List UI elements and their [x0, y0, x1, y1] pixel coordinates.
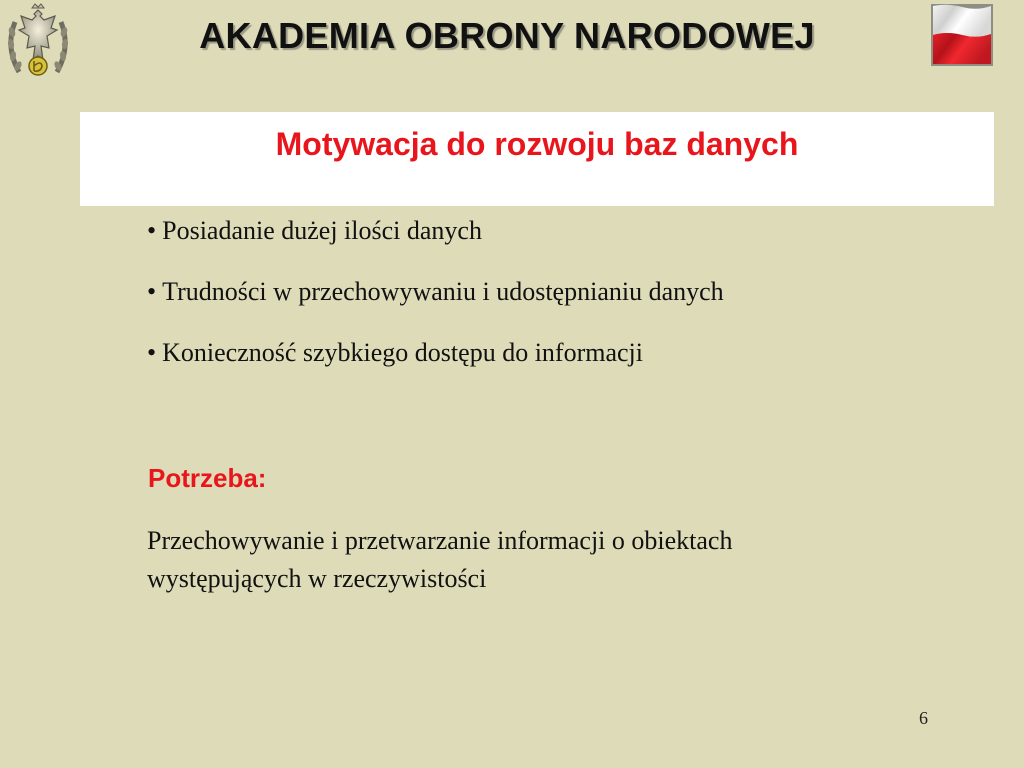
bullet-item: • Konieczność szybkiego dostępu do informacji: [147, 338, 643, 367]
need-text: Przechowywanie i przetwarzanie informacji o obiektach występujących w rzeczywistości: [147, 526, 733, 593]
bullet-text: Trudności w przechowywaniu i udostępnianiu danych: [162, 277, 724, 306]
bullet-item: • Trudności w przechowywaniu i udostępnianiu danych: [147, 277, 724, 306]
bullet-item: • Posiadanie dużej ilości danych: [147, 216, 482, 245]
page-number: 6: [919, 708, 928, 728]
header-title: AKADEMIA OBRONY NARODOWEJ: [199, 15, 815, 56]
need-label: Potrzeba:: [148, 463, 267, 493]
bullet-text: Posiadanie dużej ilości danych: [162, 216, 482, 245]
slide-title-box: [80, 112, 994, 206]
slide-title: Motywacja do rozwoju baz danych: [275, 126, 799, 162]
bullet-list: [147, 216, 724, 399]
polish-flag-icon: [931, 4, 993, 66]
bullet-text: Konieczność szybkiego dostępu do informacji: [162, 338, 643, 367]
